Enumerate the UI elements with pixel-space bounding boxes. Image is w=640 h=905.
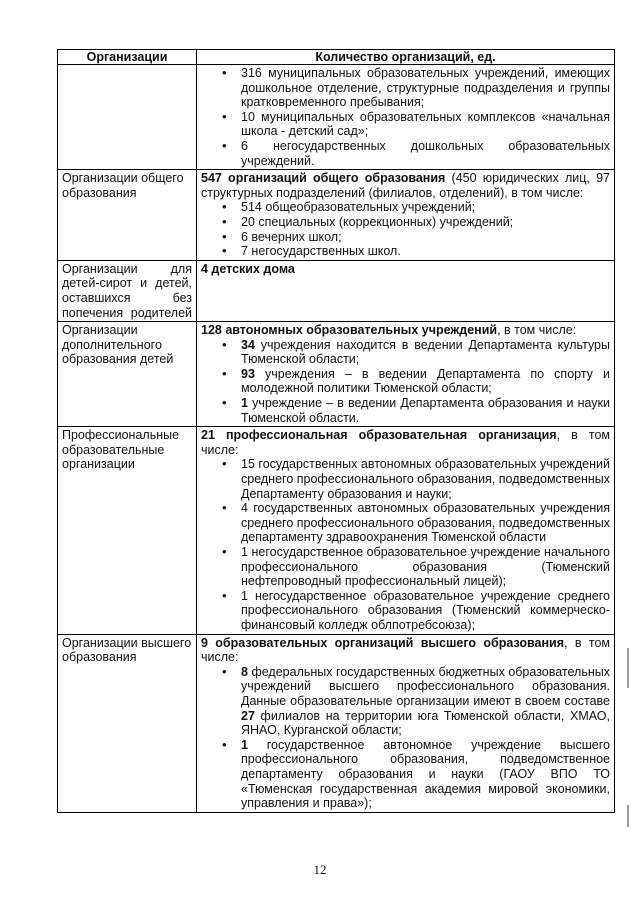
row-lead	[201, 262, 610, 277]
org-cell: Профессиональные образовательные организации	[58, 427, 197, 634]
lead-rest: , в том числе:	[201, 428, 610, 457]
desc-cell	[197, 634, 615, 812]
item-text: учреждение – в ведении Департамента образования и науки Тюменской области.	[241, 396, 610, 425]
lead-bold: 128 автономных образовательных учреждений	[201, 323, 498, 338]
table-row	[58, 170, 615, 261]
org-cell	[58, 65, 197, 170]
bullet-list	[201, 66, 610, 168]
item-text: государственное автономное учреждение высшего профессионального образования, подведомственное департаменту образования и науки (ГАОУ ВПО ТО «Тюменская государственная академия мировой экономики, управления и права»);	[241, 737, 610, 811]
desc-cell	[197, 65, 615, 170]
list-item	[241, 665, 610, 738]
list-item: • 6 вечерних школ;	[241, 230, 610, 245]
item-text: учреждения – в ведении Департамента по спорту и молодежной политики Тюменской области;	[241, 366, 610, 396]
row-lead	[201, 636, 610, 665]
list-item	[241, 738, 610, 811]
row-lead	[201, 323, 610, 338]
page-number: 12	[313, 862, 327, 877]
table-row	[58, 65, 615, 170]
bullet-list	[201, 457, 610, 632]
item-bold: 93	[241, 366, 255, 381]
table-row	[58, 260, 615, 321]
lead-rest: , в том числе:	[497, 323, 577, 338]
table-row	[58, 322, 615, 427]
list-item: • 4 государственных автономных образовательных учреждения среднего профессионального образования, подведомственных департаменту здравоохранения Тюменской области	[241, 501, 610, 545]
desc-cell	[197, 322, 615, 427]
item-text: учреждения находится в ведении Департамента культуры Тюменской области;	[241, 337, 610, 367]
bullet-list	[201, 665, 610, 811]
header-organizations: Организации	[58, 50, 197, 65]
item-bold: 1	[241, 396, 248, 411]
org-cell: Организации для детей-сирот и детей, оставшихся без попечения родителей	[58, 260, 197, 321]
lead-bold: 21 профессиональная образовательная организация	[201, 428, 557, 443]
org-cell: Организации общего образования	[58, 170, 197, 261]
item-text: филиалов на территории юга Тюменской области, ХМАО, ЯНАО, Курганской области;	[241, 708, 610, 738]
item-bold: 34	[241, 337, 255, 352]
list-item: • 316 муниципальных образовательных учреждений, имеющих дошкольное отделение, структурные подразделения и группы кратковременного пребывания;	[241, 66, 610, 110]
org-cell: Организации высшего образования	[58, 634, 197, 812]
list-item: • 1 негосударственное образовательное учреждение среднего профессионального образования (Тюменский коммерческо-финансовый колледж облпотребсоюза);	[241, 589, 610, 633]
item-text: федеральных государственных бюджетных образовательных учреждений высшего профессионального образования. Данные образовательные организации имеют в своем составе	[241, 664, 610, 708]
item-bold: 27	[241, 708, 255, 723]
lead-bold: 4 детских дома	[201, 261, 295, 276]
list-item: • 7 негосударственных школ.	[241, 244, 610, 259]
bullet-list	[201, 200, 610, 258]
table-row	[58, 634, 615, 812]
list-item: • 10 муниципальных образовательных комплексов «начальная школа - детский сад»;	[241, 110, 610, 139]
desc-cell	[197, 427, 615, 634]
row-lead	[201, 171, 610, 200]
list-item	[241, 396, 610, 425]
list-item: • 514 общеобразовательных учреждений;	[241, 200, 610, 215]
lead-rest: (450 юридических лиц, 97 структурных подразделений (филиалов, отделений), в том числе:	[201, 171, 610, 200]
scan-edge-mark	[627, 648, 629, 688]
organizations-table	[57, 49, 615, 813]
desc-cell	[197, 170, 615, 261]
header-count: Количество организаций, ед.	[197, 50, 615, 65]
list-item	[241, 338, 610, 367]
desc-cell	[197, 260, 615, 321]
list-item: • 6 негосударственных дошкольных образовательных учреждений.	[241, 139, 610, 168]
item-bold: 1	[241, 737, 248, 752]
bullet-list	[201, 338, 610, 426]
table-header-row	[58, 50, 615, 65]
list-item: • 20 специальных (коррекционных) учреждений;	[241, 215, 610, 230]
org-cell: Организации дополнительного образования детей	[58, 322, 197, 427]
lead-bold: 547 организаций общего образования	[201, 171, 446, 186]
row-lead	[201, 428, 610, 457]
table-row	[58, 427, 615, 634]
scan-edge-mark	[627, 805, 629, 827]
lead-rest: , в том числе:	[201, 635, 610, 665]
lead-bold: 9 образовательных организаций высшего образования	[201, 635, 565, 650]
list-item: • 1 негосударственное образовательное учреждение начального профессионального образования (Тюменский нефтепроводный профессиональный лицей);	[241, 545, 610, 589]
list-item	[241, 367, 610, 396]
item-bold: 8	[241, 664, 248, 679]
list-item: • 15 государственных автономных образовательных учреждений среднего профессионального образования, подведомственных Департаменту образования и науки;	[241, 457, 610, 501]
